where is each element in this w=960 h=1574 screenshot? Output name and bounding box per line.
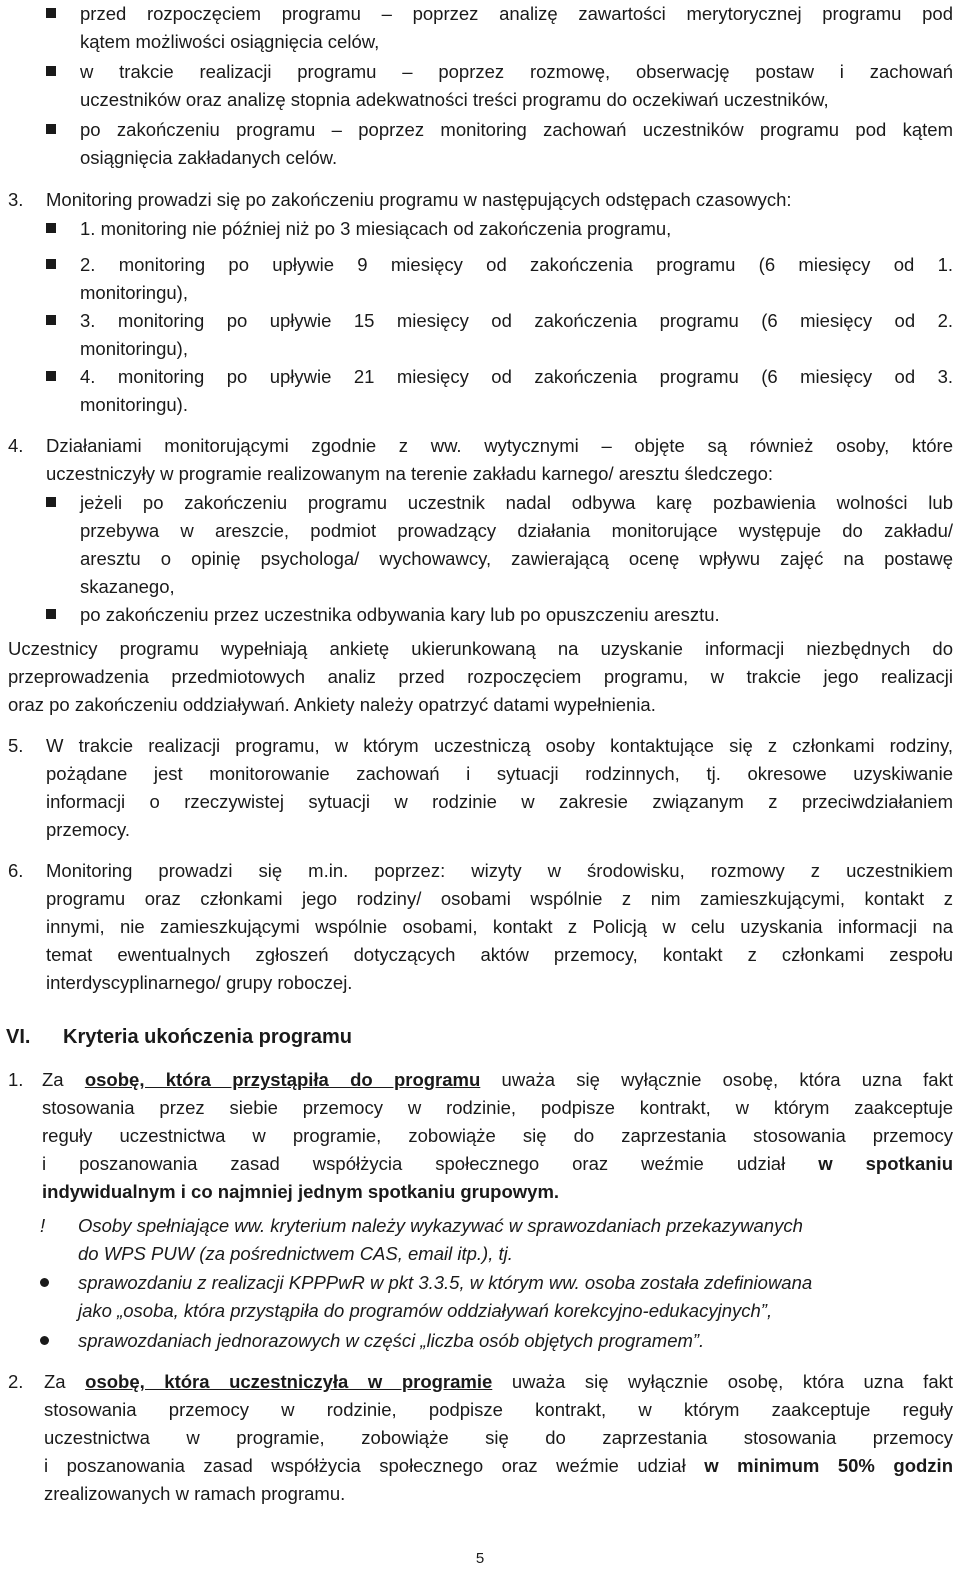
criterion-1-line: reguły uczestnictwa w programie, zobowiąże się do zaprzestania stosowania przemocy: [42, 1125, 953, 1146]
item-number: 6.: [8, 860, 24, 881]
bullet-icon: [46, 223, 56, 233]
item-5-line: przemocy.: [46, 819, 130, 840]
text: uważa się wyłącznie osobę, która uzna fakt: [492, 1371, 953, 1392]
monitoring-item: 1. monitoring nie później niż po 3 miesiącach od zakończenia programu,: [80, 218, 672, 239]
note-mark: !: [40, 1215, 46, 1236]
note-line: do WPS PUW (za pośrednictwem CAS, email itp.), tj.: [78, 1243, 513, 1264]
text: Za: [42, 1069, 85, 1090]
item-6-line: programu oraz członkami jego rodziny/ osobami wspólnie z nim zamieszkującymi, kontakt z: [46, 888, 953, 909]
monitoring-item-cont: monitoringu),: [80, 282, 188, 303]
paragraph-line: Uczestnicy programu wypełniają ankietę ukierunkowaną na uzyskanie informacji niezbędnych do: [8, 638, 953, 659]
item-number: 1.: [8, 1069, 24, 1090]
bullet-icon: [46, 124, 56, 134]
monitoring-item: 3. monitoring po upływie 15 miesięcy od zakończenia programu (6 miesięcy od 2.: [80, 310, 953, 331]
monitoring-item-cont: monitoringu),: [80, 338, 188, 359]
item-4-text-cont: uczestniczyły w programie realizowanym na terenie zakładu karnego/ aresztu śledczego:: [46, 463, 773, 484]
bullet-icon: [46, 8, 56, 18]
paragraph-line: przeprowadzenia przedmiotowych analiz przed rozpoczęciem programu, w trakcie jego realizacji: [8, 666, 953, 687]
note-bullet: sprawozdaniach jednorazowych w części „liczba osób objętych programem”.: [78, 1330, 705, 1351]
bullet-dot-icon: [40, 1278, 49, 1287]
bold-text: w minimum 50% godzin: [704, 1455, 953, 1476]
defined-term: osobę, która uczestniczyła w programie: [85, 1371, 493, 1392]
list-item-cont: przebywa w areszcie, podmiot prowadzący działania monitorujące występuje do zakładu/: [80, 520, 953, 541]
item-number: 5.: [8, 735, 24, 756]
text: Za: [44, 1371, 86, 1392]
item-6-line: interdyscyplinarnego/ grupy roboczej.: [46, 972, 353, 993]
item-5-line: W trakcie realizacji programu, w którym uczestniczą osoby kontaktujące się z członkami rodziny,: [46, 735, 953, 756]
bullet-icon: [46, 371, 56, 381]
bullet-icon: [46, 315, 56, 325]
list-item: po zakończeniu programu – poprzez monitoring zachowań uczestników programu pod kątem: [80, 119, 953, 140]
criterion-1-line: [42, 1066, 953, 1095]
defined-term: osobę, która przystąpiła do programu: [84, 1069, 481, 1090]
bullet-icon: [46, 66, 56, 76]
criterion-1-line: stosowania przez siebie przemocy w rodzinie, podpisze kontrakt, w którym zaakceptuje: [42, 1097, 953, 1118]
list-item-cont: kątem możliwości osiągnięcia celów,: [80, 31, 380, 52]
item-number: 4.: [8, 435, 24, 456]
item-5-line: pożądane jest monitorowanie zachowań i sytuacji rodzinnych, tj. okresowe uzyskiwanie: [46, 763, 953, 784]
bullet-dot-icon: [40, 1336, 49, 1345]
list-item: jeżeli po zakończeniu programu uczestnik nadal odbywa karę pozbawienia wolności lub: [80, 492, 953, 513]
list-item: przed rozpoczęciem programu – poprzez analizę zawartości merytorycznej programu pod: [80, 3, 953, 24]
monitoring-item: 2. monitoring po upływie 9 miesięcy od zakończenia programu (6 miesięcy od 1.: [80, 254, 953, 275]
section-number: VI.: [6, 1026, 31, 1048]
list-item-cont: uczestników oraz analizę stopnia adekwatności treści programu do oczekiwań uczestników,: [80, 89, 829, 110]
criterion-2-line: zrealizowanych w ramach programu.: [44, 1483, 346, 1504]
bullet-icon: [46, 259, 56, 269]
list-item-cont: osiągnięcia zakładanych celów.: [80, 147, 338, 168]
bold-text: w spotkaniu: [818, 1153, 953, 1174]
item-6-line: temat ewentualnych zgłoszeń dotyczących aktów przemocy, kontakt z członkami zespołu: [46, 944, 953, 965]
note-bullet: sprawozdaniu z realizacji KPPPwR w pkt 3.3.5, w którym ww. osoba została zdefiniowana: [78, 1272, 813, 1293]
monitoring-item: 4. monitoring po upływie 21 miesięcy od zakończenia programu (6 miesięcy od 3.: [80, 366, 953, 387]
page-number: 5: [475, 1550, 485, 1567]
bullet-icon: [46, 609, 56, 619]
item-6-line: innymi, nie zamieszkującymi wspólnie osobami, kontakt z Policją w celu uzyskania informacji na: [46, 916, 953, 937]
text: i poszanowania zasad współżycia społecznego oraz weźmie udział: [44, 1455, 705, 1476]
item-4-text: Działaniami monitorującymi zgodnie z ww. wytycznymi – objęte są również osoby, które: [46, 435, 953, 456]
note-bullet-cont: jako „osoba, która przystąpiła do programów oddziaływań korekcyjno-edukacyjnych”,: [78, 1300, 773, 1321]
bullet-icon: [46, 497, 56, 507]
criterion-2-line: [44, 1452, 953, 1481]
list-item: po zakończeniu przez uczestnika odbywania kary lub po opuszczeniu aresztu.: [80, 604, 720, 625]
text: uważa się wyłącznie osobę, która uzna fakt: [480, 1069, 953, 1090]
text: i poszanowania zasad współżycia społecznego oraz weźmie udział: [42, 1153, 819, 1174]
item-5-line: informacji o rzeczywistej sytuacji w rodzinie w zakresie związanym z przeciwdziałaniem: [46, 791, 953, 812]
criterion-1-line: [42, 1150, 953, 1179]
note-line: Osoby spełniające ww. kryterium należy wykazywać w sprawozdaniach przekazywanych: [78, 1215, 803, 1236]
criterion-1-line: indywidualnym i co najmniej jednym spotkaniu grupowym.: [42, 1181, 560, 1202]
list-item: w trakcie realizacji programu – poprzez rozmowę, obserwację postaw i zachowań: [80, 61, 953, 82]
list-item-cont: aresztu o opinię psychologa/ wychowawcy, zawierającą ocenę wpływu zajęć na postawę: [80, 548, 953, 569]
item-6-line: Monitoring prowadzi się m.in. poprzez: wizyty w środowisku, rozmowy z uczestnikiem: [46, 860, 953, 881]
section-title: Kryteria ukończenia programu: [63, 1026, 352, 1048]
paragraph-line: oraz po zakończeniu oddziaływań. Ankiety należy opatrzyć datami wypełnienia.: [8, 694, 656, 715]
item-3-text: Monitoring prowadzi się po zakończeniu programu w następujących odstępach czasowych:: [46, 189, 792, 210]
criterion-2-line: uczestnictwa w programie, zobowiąże się do zaprzestania stosowania przemocy: [44, 1427, 953, 1448]
monitoring-item-cont: monitoringu).: [80, 394, 188, 415]
item-number: 3.: [8, 189, 24, 210]
item-number: 2.: [8, 1371, 24, 1392]
criterion-2-line: [44, 1368, 953, 1397]
list-item-cont: skazanego,: [80, 576, 175, 597]
criterion-2-line: stosowania przemocy w rodzinie, podpisze kontrakt, w którym zaakceptuje reguły: [44, 1399, 953, 1420]
